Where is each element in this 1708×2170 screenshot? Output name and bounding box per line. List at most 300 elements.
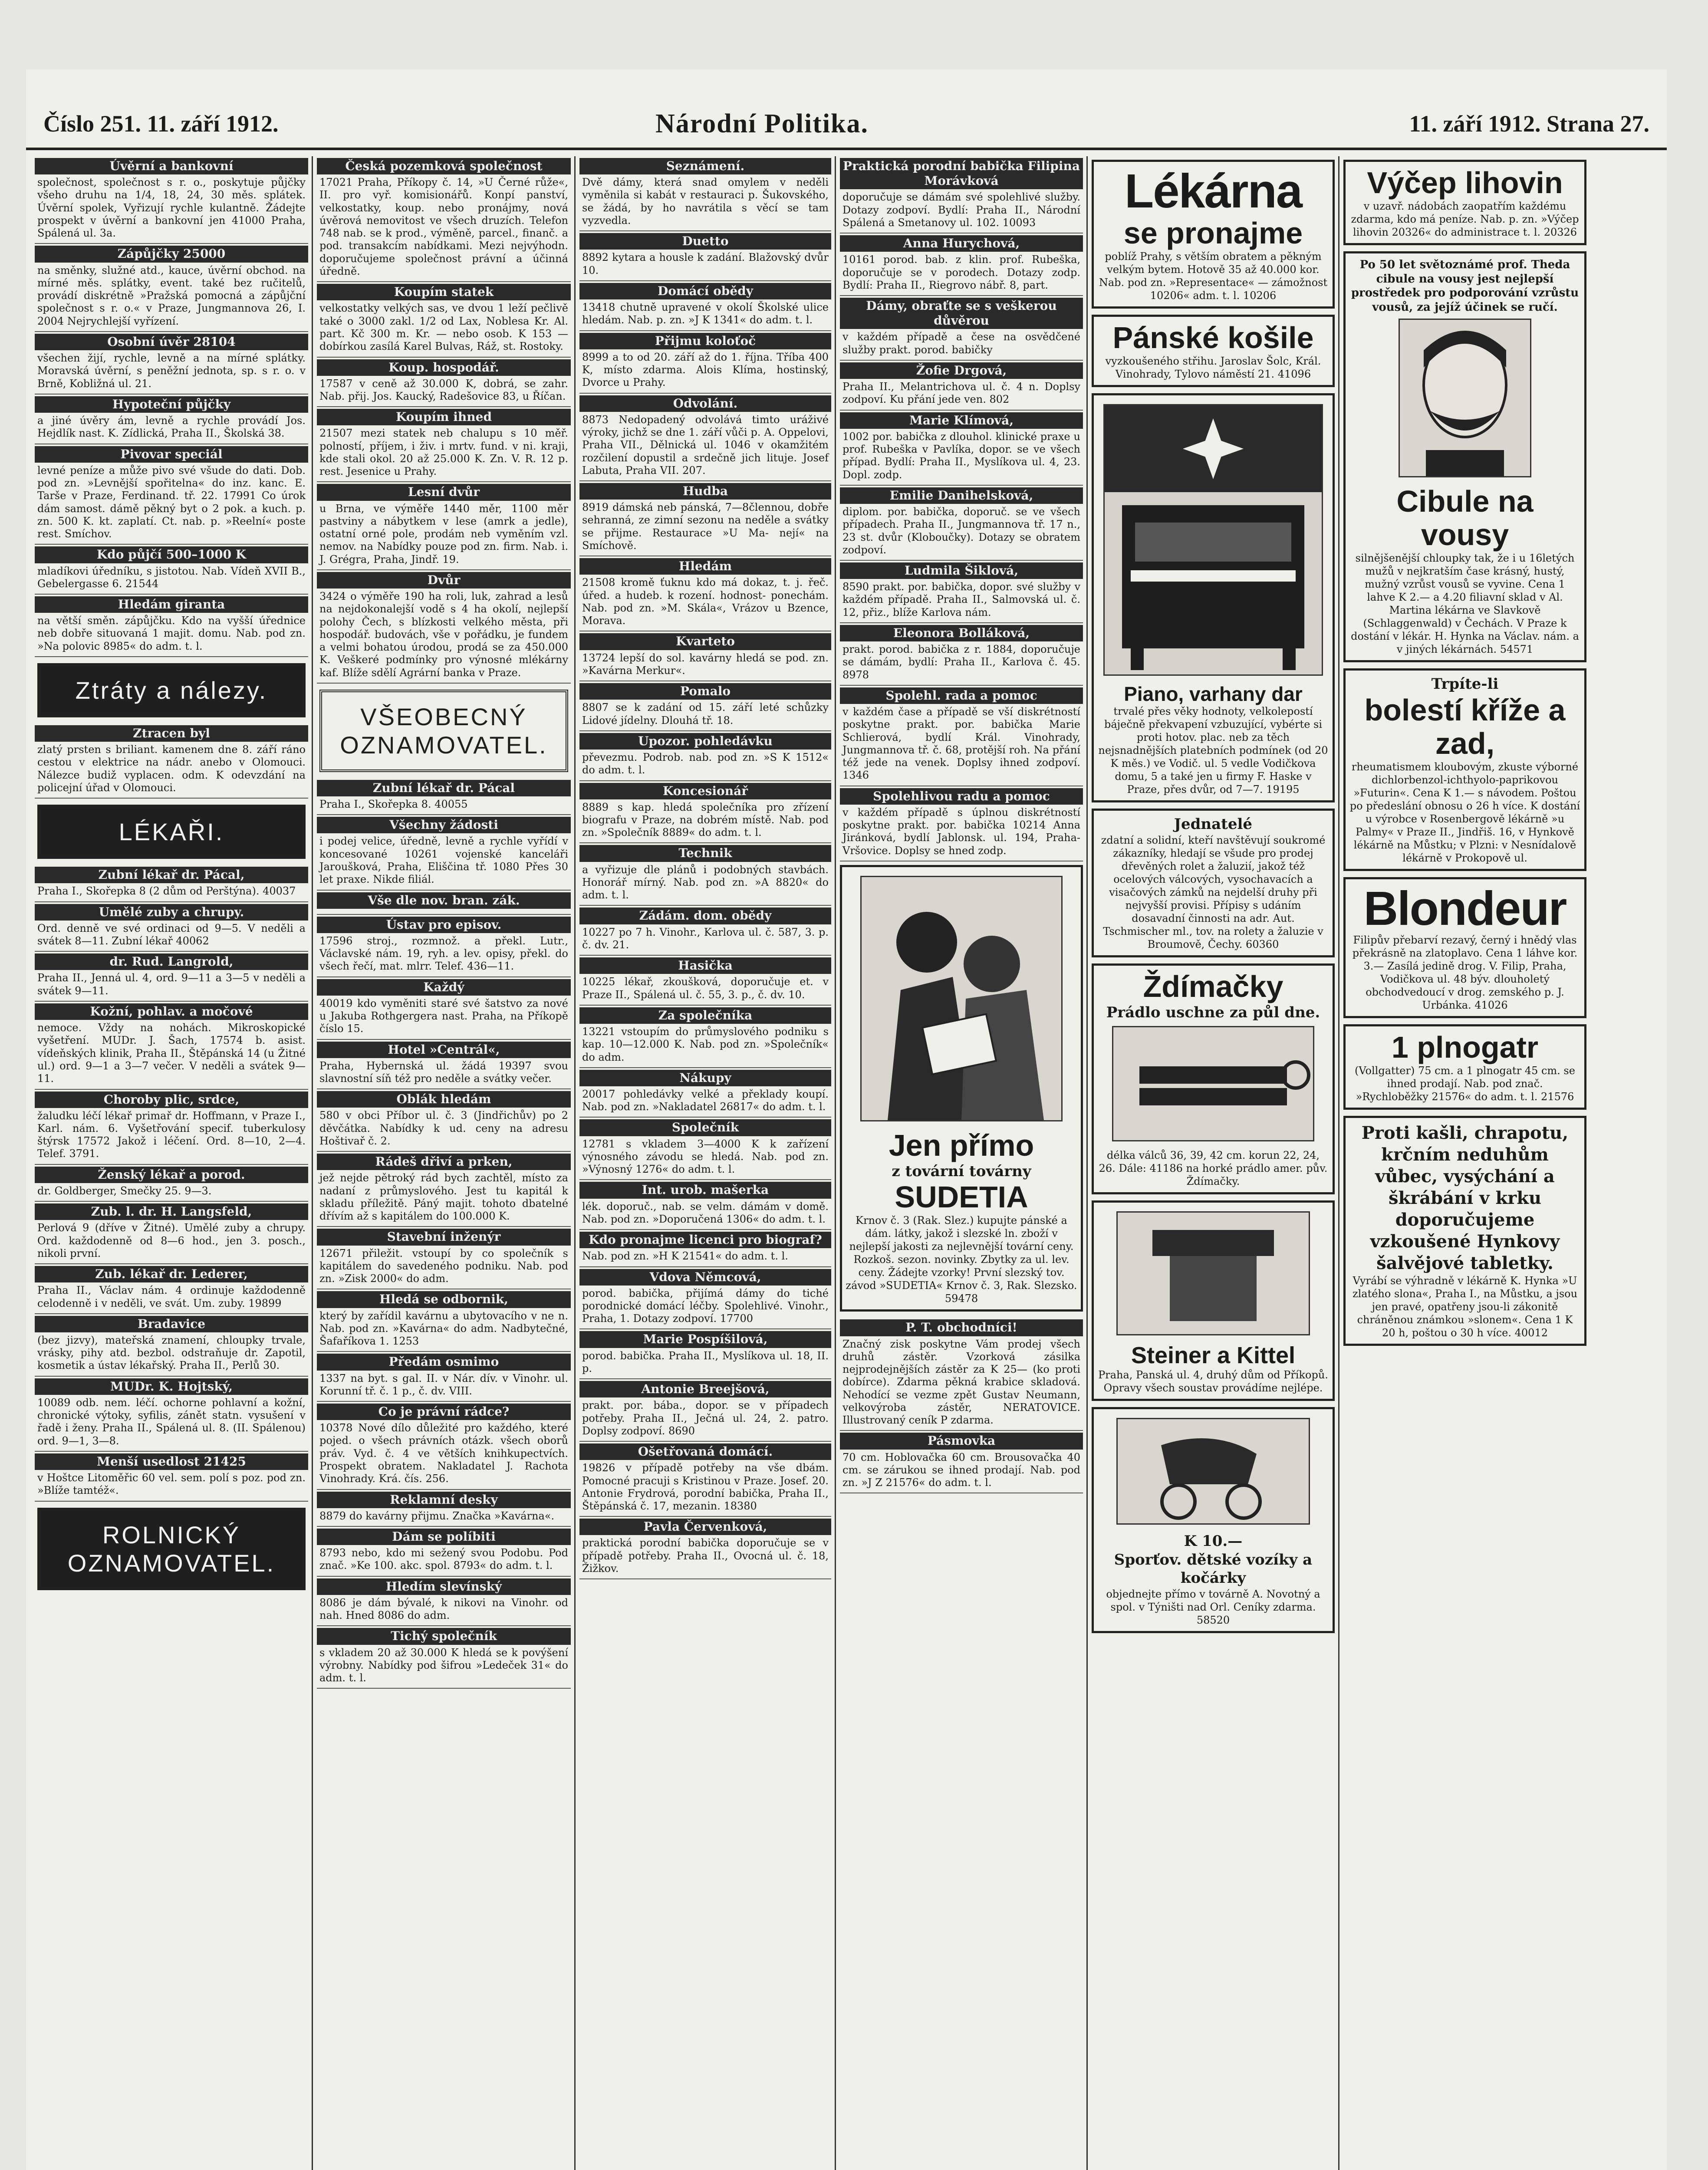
zdimacky-title: Ždímačky	[1143, 969, 1283, 1003]
ad-text: 19826 v případě potřeby na vše dbám. Pomocné pracuji s Kristinou v Praze. Josef. 20. Antonie Frydrová, porodní babička, Praha II., Štěpánská č. 17, mezanin. 18380	[582, 1462, 829, 1512]
column-2	[317, 156, 571, 2170]
classified-ad	[35, 545, 308, 595]
couple-illustration	[860, 876, 1063, 1121]
classified-ad	[579, 231, 831, 281]
ad-heading: Za společníka	[579, 1007, 831, 1024]
masthead-title: Národní Politika.	[655, 109, 869, 138]
ad-heading: Seznámení.	[579, 158, 831, 174]
classified-ad	[840, 296, 1083, 361]
ad-heading: Všechny žádosti	[317, 817, 571, 833]
ad-text: jež nejde pětroký rád bych zachtěl, místo za nadaní z průmyslového. Jest tu kapitál k skladu příležitě. Páný majit. tohoto dbatelné dřívím až s kapitálem do 100.000 K.	[319, 1172, 568, 1223]
column-rule	[574, 156, 576, 2170]
ad-heading: Int. urob. mašerka	[579, 1182, 831, 1198]
ad-text: porod. babička. Praha II., Myslíkova ul. 18, II. p.	[582, 1349, 829, 1374]
ad-text: 1337 na byt. s gal. II. v Nár. dív. v Vinohr. ul. Korunní tř. č. 1 p., č. dv. VIII.	[319, 1372, 568, 1397]
ad-heading: Menší usedlost 21425	[35, 1453, 308, 1470]
ad-text: (bez jizvy), mateřská znamení, chloupky trvale, vrásky, pihy atd. bezbol. odstraňuje dr. Zapotil, kosmetik a ústav lékařský. Praha II., Perlů 30.	[37, 1334, 306, 1372]
ad-text: u Brna, ve výměře 1440 měr, 1100 měr pastviny a nábytkem v lese (amrk a jedle), ostatní orné pole, prodám neb vyměním vzl. nemov. na Nabídky pouze pod zn. firm. Nab. i. J. Grégra, Praha, Jindř. 19.	[319, 502, 568, 566]
ad-heading: Umělé zuby a chrupy.	[35, 904, 308, 921]
ad-text: společnost, společnost s r. o., poskytuje půjčky všeho druhu na 1/4, 18, 24, 30 měs. splátek. Úvěrní spolek, Vyřizují rychle kulantně. Žádejte prospekt v úvěrní a bankovní jen 41000 Praha, Spálená ul. 3a.	[37, 176, 306, 240]
ad-heading: Reklamní desky	[317, 1492, 571, 1508]
ad-text: Praha, Hybernská ul. žádá 19397 svou slavnostní síň též pro neděle a svátky večer.	[319, 1059, 568, 1085]
classified-ad	[317, 1089, 571, 1152]
classified-ad	[317, 1527, 571, 1577]
ad-heading: Marie Klímová,	[840, 412, 1083, 429]
classified-ad	[35, 444, 308, 545]
vseobecny-banner: VŠEOBECNÝ OZNAMOVATEL.	[319, 690, 568, 772]
ad-heading: Pomalo	[579, 683, 831, 700]
ad-heading: MUDr. K. Hojtský,	[35, 1378, 308, 1395]
classified-ad	[317, 1352, 571, 1402]
kosile-ad	[1092, 315, 1335, 387]
ad-heading: Pavla Červenková,	[579, 1519, 831, 1535]
classified-ad	[579, 481, 831, 556]
sudetia-ad	[840, 865, 1083, 1312]
lekarna-ad	[1092, 160, 1335, 309]
classified-ad	[35, 952, 308, 1002]
ad-text: prakt. porod. babička z r. 1884, doporučuje se dámám, bydlí: Praha II., Karlova č. 45. 8978	[842, 643, 1080, 681]
ad-text: 13724 lepší do sol. kavárny hledá se pod. zn. »Kavárna Merkur«.	[582, 651, 829, 677]
plnogatr-title: 1 plnogatr	[1391, 1030, 1539, 1064]
lekarna-title: Lékárna	[1125, 164, 1302, 218]
kocarky-title: Sporťov. dětské vozíky a kočárky	[1114, 1551, 1313, 1587]
page-header	[26, 100, 1667, 150]
issue-number: Číslo 251. 11. září 1912.	[43, 111, 279, 137]
ad-heading: Nákupy	[579, 1070, 831, 1086]
classified-ad	[317, 1289, 571, 1352]
ad-heading: Duetto	[579, 233, 831, 250]
sudetia-sub: z tovární továrny	[892, 1162, 1031, 1180]
ad-heading: Hledím slevínský	[317, 1578, 571, 1595]
cibule-body: silnějšenější chloupky tak, že i u 16letých mužů v nejkratším čase krásný, hustý, mužný vzrůst vousů se vyvine. Cena 1 lahve K 2.— a 4.20 filiavní sklad v Al. Martina lékárna ve Slavkově (Schlaggenwald) v Čechách. V Praze k dostání v lékár. H. Hynka na Václav. nám. a v jiných lékárnách. 54571	[1351, 552, 1579, 655]
ad-text: zlatý prsten s briliant. kamenem dne 8. září ráno cestou v elektrice na nádr. anebo v Olomouci. Nálezce budiž vyplacen. odm. K odevzdání na policejní úřad v Olomouci.	[37, 743, 306, 794]
classified-ad	[840, 411, 1083, 486]
ad-text: Ord. denně ve své ordinaci od 9—5. V neděli a svátek 8—11. Zubní lékař 40062	[37, 922, 306, 947]
lekarna-sub: se pronajme	[1123, 216, 1303, 250]
classified-ad	[317, 1490, 571, 1527]
classified-ad	[317, 1626, 571, 1689]
ad-text: levné peníze a může pivo své všude do dati. Dob. pod zn. »Levnější spořitelna« do inz. kanc. E. Tarše v Praze, Ferdinand. tř. 22. 17991 Co úrok dám samost. dámě pěkný byt o 2 pok. a kuch. p. zn. 500 K. kt. zaplatí. Ct. nab. p. »Reelní« poste rest. Smíchov.	[37, 464, 306, 540]
ad-heading: Osobní úvěr 28104	[35, 334, 308, 350]
ad-heading: Hledám giranta	[35, 596, 308, 613]
lekarna-body: poblíž Prahy, s větším obratem a pěkným velkým bytem. Hotově 35 až 40.000 kor. Nab. pod zn. »Representace« — zámožnost 10206« adm. t. l. 10206	[1099, 250, 1328, 302]
trpite-ad	[1343, 668, 1586, 871]
piano-ad	[1092, 393, 1335, 803]
ad-heading: Kdo půjčí 500–1000 K	[35, 546, 308, 563]
ad-heading: Eleonora Bolláková,	[840, 625, 1083, 641]
ad-heading: Dámy, obraťte se s veškerou důvěrou	[840, 298, 1083, 329]
ad-text: Nab. pod zn. »H K 21541« do adm. t. l.	[582, 1250, 788, 1263]
ad-text: Perlová 9 (dříve v Žitné). Umělé zuby a chrupy. Ord. každodenně od 8—6 hod., jen 3. posch., nikoli první.	[37, 1222, 306, 1259]
classified-ad	[840, 233, 1083, 296]
ad-text: 8919 dámská neb pánská, 7—8člennou, dobře sehranná, ze zimní sezonu na neděle a svátky se přijme. Restaurace »U Ma- nejí« na Smíchově.	[582, 501, 829, 552]
ad-heading: Koupím ihned	[317, 409, 571, 425]
piano-illustration	[1103, 404, 1323, 676]
blondeur-title: Blondeur	[1363, 881, 1566, 935]
plnogatr-body: (Vollgatter) 75 cm. a 1 plnogatr 45 cm. se ihned prodají. Nab. pod znač. »Rychloběžky 21576« do adm. t. l. 21576	[1355, 1065, 1575, 1103]
blondeur-body: Filipův přebarví rezavý, černý i hnědý vlas překrásně na zlatoplavo. Cena 1 láhve kor. 3.— Zasílá jedině drog. V. Filip, Praha, Vodičkova ul. 48 býv. dlouholetý obchodvedoucí v drog. zemského p. J. Urbánka. 41026	[1352, 934, 1578, 1011]
column-1	[35, 156, 308, 2170]
column-3	[579, 156, 831, 2170]
ad-text: lék. doporuč., nab. se velm. dámám v domě. Nab. pod zn. »Doporučená 1306« do adm. t. l.	[582, 1200, 829, 1225]
classified-ad	[579, 281, 831, 331]
steiner-title: Steiner a Kittel	[1131, 1342, 1296, 1369]
ad-heading: Pivovar speciál	[35, 446, 308, 463]
column-rule	[1338, 156, 1339, 2170]
classified-ad	[317, 815, 571, 890]
jednatele-body: zdatní a solidní, kteří navštěvují soukromé zákazníky, hledají se všude pro prodej dřevěných rolet a žaluzií, jakož též ocelových válcových, vysochavacích a visačových zámků na nejdelší druhy při nejvyšší provisi. Přípisy s udáním dosavadní činnosti na adr. Aut. Tschmischer ml., tov. na rolety a žaluzie v Broumově, Čechy. 60360	[1101, 834, 1326, 950]
classified-ad	[317, 891, 571, 915]
ad-heading: Zádám. dom. obědy	[579, 907, 831, 924]
ad-text: velkostatky velkých sas, ve dvou 1 leží pečlivě také o 3000 zakl. 1/2 od Lax, Noblesa Kr. Al. part. Kč 300 m. Kr. — nebo osob. K 153 — dobírkou zasílá Karel Bulvas, Ráž, st. Rostoky.	[319, 302, 568, 353]
classified-ad	[579, 631, 831, 681]
ad-text: který by zařídil kavárnu a ubytovacího v ne n. Nab. pod zn. »Kavárna« do adm. Nadbytečné, Šafaříkova 1. 1253	[319, 1309, 568, 1348]
classified-ad	[35, 244, 308, 332]
ad-text: převezmu. Podrob. nab. pod zn. »S K 1512« do adm. t. l.	[582, 751, 829, 776]
ad-text: Praha II., Melantrichova ul. č. 4 n. Doplsy zodpoví. Ku přání jede ven. 802	[842, 381, 1080, 406]
ad-text: diplom. por. babička, doporuč. se ve všech případech. Praha II., Jungmannova tř. 17 n., 23 st. dvůr (Kloboučky). Dotazy se obratem zodpoví.	[842, 505, 1080, 556]
ad-text: 8807 se k zadání od 15. září leté schůzky Lidové jídelny. Dlouhá tř. 18.	[582, 701, 829, 727]
ad-heading: Dvůr	[317, 572, 571, 589]
ad-heading: Co je právní rádce?	[317, 1404, 571, 1420]
ad-heading: Stavební inženýr	[317, 1229, 571, 1245]
steiner-body: Praha, Panská ul. 4, druhý dům od Příkopů. Opravy všech soustav provádíme nejlépe.	[1098, 1369, 1328, 1394]
ad-text: i podej velice, úředně, levně a rychle vyřídí v koncesované 10261 vojenské kanceláři Jaroušková, Praha, Eliščina tř. 1080 Přes 30 let praxe. Nikde filiál.	[319, 835, 568, 886]
ad-text: 70 cm. Hoblovačka 60 cm. Brousovačka 40 cm. se zárukou se ihned prodají. Nab. pod zn. »J Z 21576« do adm. t. l.	[842, 1451, 1080, 1489]
classified-ad	[317, 156, 571, 282]
classified-ad	[35, 865, 308, 902]
ad-heading: Koncesionář	[579, 783, 831, 799]
ad-heading: Dám se políbiti	[317, 1529, 571, 1545]
classified-ad	[35, 723, 308, 799]
column-5	[1092, 156, 1335, 2170]
zdimacky-sub: Prádlo uschne za půl dne.	[1106, 1003, 1320, 1021]
classified-ad	[840, 561, 1083, 623]
ad-heading: Hotel »Centrál«,	[317, 1042, 571, 1058]
ad-text: 17596 stroj., rozmnož. a překl. Lutr., Václavské nám. 19, ryh. a lev. opisy, překl. do všech řečí, mat. mlrr. Telef. 436—11.	[319, 934, 568, 973]
ad-heading: Hasička	[579, 957, 831, 974]
blondeur-ad	[1343, 877, 1586, 1019]
vycep-body: v uzavř. nádobách zaopatřím každému zdarma, kdo má peníze. Nab. p. zn. »Výčep lihovin 20326« do administrace t. l. 20326	[1351, 200, 1579, 238]
ad-text: Praha I., Skořepka 8. 40055	[319, 798, 468, 811]
ad-heading: Koupím statek	[317, 284, 571, 300]
classified-ad	[579, 956, 831, 1006]
classified-ad	[579, 1180, 831, 1230]
newspaper-page	[26, 69, 1667, 2170]
ad-heading: Emilie Danihelsková,	[840, 487, 1083, 504]
classified-ad	[35, 156, 308, 244]
ad-text: 8999 a to od 20. září až do 1. října. Tříba 400 K, místo zdarma. Alois Klíma, hostinský, Dvorce u Prahy.	[582, 351, 829, 389]
column-4	[840, 156, 1083, 2170]
classified-ad	[579, 681, 831, 731]
classified-ad	[840, 786, 1083, 861]
rolnicky-banner: ROLNICKÝ OZNAMOVATEL.	[37, 1508, 306, 1590]
vycep-title: Výčep lihovin	[1367, 166, 1563, 200]
ad-heading: Zub. lékař dr. Lederer,	[35, 1266, 308, 1282]
ad-heading: Žofie Drgová,	[840, 362, 1083, 379]
column-6	[1343, 156, 1586, 2170]
ad-heading: Technik	[579, 845, 831, 861]
classified-ad	[840, 623, 1083, 686]
classified-ad	[35, 1452, 308, 1502]
column-rule	[835, 156, 836, 2170]
ad-heading: Zub. l. dr. H. Langsfeld,	[35, 1203, 308, 1220]
column-rule	[1086, 156, 1088, 2170]
kocarky-body: objednejte přímo v továrně A. Novotný a spol. v Týništi nad Orl. Ceníky zdarma. 58520	[1106, 1588, 1320, 1626]
classified-ad	[35, 1377, 308, 1452]
cibule-pre: Po 50 let světoznámé prof. Theda cibule na vousy jest nejlepší prostředek pro podporování vzrůstu vousů, za jejíž účinek se ručí.	[1351, 258, 1579, 314]
sudetia-name: SUDETIA	[895, 1180, 1028, 1214]
classified-ad	[840, 1431, 1083, 1493]
ad-text: na větší směn. zápůjčku. Kdo na vyšší úřednice neb dobře situovaná 1 majit. domu. Nab. pod zn. »Na polovic 8985« do adm. t. l.	[37, 615, 306, 652]
ad-heading: Hledám	[579, 558, 831, 575]
ad-text: 40019 kdo vyměniti staré své šatstvo za nové u Jakuba Rothgergera nast. Praha, na Příkopě číslo 15.	[319, 997, 568, 1035]
ad-text: v Hoštce Litoměřic 60 vel. sem. polí s poz. pod zn. »Blíže tamtéž«.	[37, 1472, 306, 1497]
classified-ad	[35, 595, 308, 657]
ad-text: 13418 chutně upravené v okolí Školské ulice hledám. Nab. p. zn. »J K 1341« do adm. t. l.	[582, 301, 829, 326]
classified-ad	[579, 843, 831, 906]
classified-ad	[317, 1227, 571, 1289]
ad-heading: Domácí obědy	[579, 283, 831, 299]
ad-columns	[35, 156, 1658, 2170]
ad-heading: Choroby plic, srdce,	[35, 1092, 308, 1108]
classified-ad	[840, 486, 1083, 561]
classified-ad	[579, 556, 831, 631]
ad-heading: Antonie Breejšová,	[579, 1381, 831, 1397]
ad-heading: Bradavice	[35, 1316, 308, 1332]
ad-heading: Zubní lékař dr. Pácal,	[35, 867, 308, 883]
ad-heading: Spolehl. rada a pomoc	[840, 687, 1083, 704]
ad-text: 12781 s vkladem 3—4000 K k zařízení výnosného závodu se hledá. Nab. pod zn. »Výnosný 1276« do adm. t. l.	[582, 1138, 829, 1176]
classified-ad	[579, 1379, 831, 1442]
ad-heading: Zápůjčky 25000	[35, 246, 308, 262]
ad-heading: Vdova Němcová,	[579, 1269, 831, 1286]
ad-text: s vkladem 20 až 30.000 K hledá se k povýšení výrobny. Nabídky pod šifrou »Ledeček 31« do adm. t. l.	[319, 1646, 568, 1684]
ad-text: 8892 kytara a housle k zadání. Blažovský dvůr 10.	[582, 251, 829, 276]
ad-heading: Hypoteční půjčky	[35, 396, 308, 413]
man-portrait-illustration	[1399, 319, 1531, 477]
wringer-illustration	[1112, 1026, 1314, 1141]
ad-heading: Spolehlivou radu a pomoc	[840, 788, 1083, 805]
classified-ad	[579, 1118, 831, 1180]
ad-heading: Úvěrní a bankovní	[35, 158, 308, 174]
ad-text: 13221 vstoupím do průmyslového podniku s kap. 10—12.000 K. Nab. pod zn. »Společník« do adm.	[582, 1025, 829, 1063]
ad-text: 17021 Praha, Příkopy č. 14, »U Černé růže«, II. pro vyř. komisionářů. Konpí panství, velkostatky, koup. nebo pronájmy, nová úvěrová nemovitost ve všech druzích. Telefon 748 nab. se k prod., výměně, parcel., finanč. a pod. transakcím nabídkami. Mezi nejvýhodn. doporučujeme společnost právní a účinná úředně.	[319, 176, 568, 278]
plnogatr-ad	[1343, 1024, 1586, 1110]
ad-heading: Ošetřovaná domácí.	[579, 1443, 831, 1460]
classified-ad	[840, 686, 1083, 786]
classified-ad	[579, 394, 831, 481]
ad-heading: Ústav pro episov.	[317, 917, 571, 933]
classified-ad	[840, 1318, 1083, 1431]
classified-ad	[579, 1230, 831, 1267]
classified-ad	[35, 902, 308, 952]
classified-ad	[579, 331, 831, 394]
ad-text: 20017 pohledávky velké a překlady koupí. Nab. pod zn. »Nakladatel 26817« do adm. t. l.	[582, 1088, 829, 1113]
kasli-ad	[1343, 1116, 1586, 1346]
ad-heading: Tichý společník	[317, 1628, 571, 1644]
classified-ad	[317, 358, 571, 408]
ad-text: doporučuje se dámám své spolehlivé služby. Dotazy zodpoví. Bydlí: Praha II., Národní Spálená a Smetanovy ul. 102. 10093	[842, 191, 1080, 229]
classified-ad	[317, 1402, 571, 1489]
kosile-title: Pánské košile	[1112, 320, 1314, 355]
classified-ad	[579, 1068, 831, 1118]
kasli-body: Vyrábí se výhradně v lékárně K. Hynka »U zlatého slona«, Praha I., na Můstku, a jsou jen pravé, opatřeny jsou-li zákonitě chráněnou známkou »slonem«. Cena 1 K 20 h, poštou o 30 h více. 40012	[1352, 1275, 1578, 1339]
classified-ad	[35, 1314, 308, 1377]
ad-text: 8879 do kavárny přijmu. Značka »Kavárna«.	[319, 1509, 555, 1522]
classified-ad	[840, 156, 1083, 233]
ad-text: nemoce. Vždy na nohách. Mikroskopické vyšetření. MUDr. J. Šach, 17574 b. asist. vídeňských klinik, Praha II., Štěpánská 14 (u Žitné ul.) ord. 9—1 a 3—7 večer. V neděli a svátek 9—11.	[37, 1022, 306, 1085]
pram-illustration	[1116, 1418, 1310, 1525]
ad-heading: Ženský lékař a porod.	[35, 1167, 308, 1183]
ad-text: 580 v obci Příbor ul. č. 3 (Jindřichův) po 2 děvčátka. Nabídky k ud. ceny na adresu Hoštivař č. 2.	[319, 1109, 568, 1147]
ad-heading: Ludmila Šiklová,	[840, 562, 1083, 579]
lekari-banner: LÉKAŘI.	[37, 805, 306, 859]
ad-heading: Kožní, pohlav. a močové	[35, 1003, 308, 1020]
ad-text: a jiné úvěry ám, levně a rychle provádí Jos. Hejdlík nast. K. Zídlická, Praha II., Školská 38.	[37, 414, 306, 440]
classified-ad	[579, 1329, 831, 1379]
kocarky-ad	[1092, 1407, 1335, 1633]
ad-text: 1002 por. babička z dlouhol. klinické praxe u prof. Rubeška v Pavlíka, dopor. se ve všech případ. Bydlí: Praha II., Myslíkova ul. 4, 23. Dopl. zodp.	[842, 430, 1080, 481]
ad-heading: Kvarteto	[579, 633, 831, 650]
ad-heading: Hudba	[579, 483, 831, 500]
ad-heading: Pásmovka	[840, 1433, 1083, 1449]
ad-heading: Odvolání.	[579, 395, 831, 412]
classified-ad	[35, 1202, 308, 1264]
steiner-ad	[1092, 1200, 1335, 1401]
zdimacky-ad	[1092, 963, 1335, 1195]
ad-text: Praha I., Skořepka 8 (2 dům od Perštýna). 40037	[37, 885, 296, 898]
classified-ad	[840, 361, 1083, 411]
ad-text: 10227 po 7 h. Vinohr., Karlova ul. č. 587, 3. p. č. dv. 21.	[582, 926, 829, 951]
ad-heading: P. T. obchodníci!	[840, 1319, 1083, 1336]
zdimacky-body: délka válců 36, 39, 42 cm. korun 22, 24, 26. Dále: 41186 na horké prádlo amer. pův. Ždímačky.	[1099, 1149, 1328, 1188]
ad-text: v každém čase a případě se vší diskrétností poskytne prakt. por. babička Marie Schlierová, bydlí Král. Vinohrady, Jungmannova tř. č. 68, protější roh. Na přání též jede na venek. Doplsy ihned zodpoví. 1346	[842, 706, 1080, 782]
ad-heading: Praktická porodní babička Filipina Morávková	[840, 158, 1083, 189]
kocarky-price: K 10.—	[1184, 1532, 1243, 1550]
cibule-title: Cibule na vousy	[1396, 484, 1534, 552]
kosile-body: vyzkoušeného střihu. Jaroslav Šolc, Král. Vinohrady, Tylovo náměstí 21. 41096	[1105, 355, 1321, 380]
ad-text: 8793 nebo, kdo mi sežený svou Podobu. Pod znač. »Ke 100. akc. spol. 8793« do adm. t. l.	[319, 1547, 568, 1572]
classified-ad	[35, 332, 308, 395]
ad-text: žaludku léčí lékař primař dr. Hoffmann, v Praze I., Karl. nám. 6. Vyšetřování specif. tuberkulosy štýrsk 17572 Jakož i léčení. Ord. 8—10, 2—4. Telef. 3791.	[37, 1109, 306, 1160]
ad-text: Praha II., Václav nám. 4 ordinuje každodenně celodenně i v neděli, ve svát. Um. zuby. 19899	[37, 1284, 306, 1309]
classified-ad	[35, 1165, 308, 1202]
ad-heading: Koup. hospodář.	[317, 359, 571, 376]
machine-illustration	[1116, 1211, 1310, 1335]
ad-text: 17587 v ceně až 30.000 K, dobrá, se zahr. Nab. přij. Jos. Kaucký, Radešovice 83, u Říčan.	[319, 377, 568, 402]
ad-heading: Přijmu koloťoč	[579, 333, 831, 349]
ad-heading: Marie Pospíšilová,	[579, 1331, 831, 1348]
ad-text: 8889 s kap. hledá společníka pro zřízení biografu v Praze, na dobrém místě. Nab. pod zn. »Společník 8889« do adm. t. l.	[582, 801, 829, 839]
trpite-big: bolestí kříže a zad,	[1364, 693, 1566, 760]
ad-text: 10161 porod. bab. z klin. prof. Rubeška, doporučuje se v porodech. Dotazy zodp. Bydlí: Praha II., Riegrovo nábř. 8, part.	[842, 253, 1080, 291]
piano-title: Piano, varhany dar	[1124, 682, 1303, 705]
ad-text: 8873 Nedopadený odvolává timto uráživé výroky, jichž se dne 1. září vůči p. A. Oppelovi, Praha VII., Dělnická ul. 1046 v okamžitém rozčilení dopustil a srdečně jich lituje. Josef Labuta, Praha VII. 207.	[582, 413, 829, 477]
ad-heading: Rádeš dřiví a prken,	[317, 1154, 571, 1170]
ad-heading: Kdo pronajme licenci pro biograf?	[579, 1232, 831, 1248]
classified-ad	[35, 1090, 308, 1165]
classified-ad	[35, 395, 308, 444]
ad-heading: Zubní lékař dr. Pácal	[317, 780, 571, 796]
date-page: 11. září 1912. Strana 27.	[1409, 111, 1649, 137]
ad-heading: Anna Hurychová,	[840, 235, 1083, 252]
ad-text: Praha II., Jenná ul. 4, ord. 9—11 a 3—5 v neděli a svátek 9—11.	[37, 972, 306, 997]
classified-ad	[35, 1264, 308, 1314]
ad-text: v každém případě a čese na osvědčené služby prakt. porod. babičky	[842, 331, 1080, 356]
classified-ad	[579, 156, 831, 231]
classified-ad	[317, 915, 571, 977]
ad-text: 10089 odb. nem. léčí. ochorne pohlavní a kožní, chronické výtoky, syfilis, zánět statn. vysušení v řadě i ženy. Praha II., Spálená ul. 8. (II. Spálenou) ord. 9—1, 3—8.	[37, 1396, 306, 1447]
ad-text: všechen žijí, rychle, levně a na mírné splátky. Moravská úvěrní, s peněžní jednota, sp. s r. o. v Brně, Kobližná ul. 21.	[37, 352, 306, 390]
ad-heading: Oblák hledám	[317, 1091, 571, 1108]
ad-text: mladíkovi úředníku, s jistotou. Nab. Vídeň XVII B., Gebelergasse 6. 21544	[37, 565, 306, 590]
ad-text: praktická porodní babička doporučuje se v případě potřeby. Praha II., Ovocná ul. č. 18, Žižkov.	[582, 1537, 829, 1575]
ad-text: na směnky, služné atd., kauce, úvěrní obchod. na mírné měs. splátky, event. také bez ručitelů, provádí diskrétně »Pražská pomocná a zápůjční společnost s r. o.« v Praze, Jungmannova 26, I. 2004 Nejrychlejší vyřízení.	[37, 264, 306, 327]
ad-text: Dvě dámy, která snad omylem v neděli vyměnila si kabát v restauraci p. Šukovského, se žádá, by ho navrátila s věcí se tam vyzvedla.	[582, 176, 829, 227]
ad-text: Značný zisk poskytne Vám prodej všech druhů zástěr. Vzorková zásilka nejprodejnějších zástěr za K 25— (ko proti dobírce). Zdarma pěkná krabice skladová. Nehodící se vezme zpět Gustav Neumann, velkovýroba zástěr, NERATOVICE. Illustrovaný ceník P zdarma.	[842, 1338, 1080, 1427]
ad-heading: Vše dle nov. bran. zák.	[317, 892, 571, 909]
classified-ad	[579, 781, 831, 844]
ad-heading: Lesní dvůr	[317, 484, 571, 500]
ad-heading: Předám osmimo	[317, 1354, 571, 1370]
trpite-title: Trpíte-li	[1431, 675, 1499, 693]
classified-ad	[317, 1577, 571, 1627]
ad-heading: Ztracen byl	[35, 725, 308, 742]
kasli-sub: doporučujeme vzkoušené Hynkovy šalvějové tabletky.	[1370, 1210, 1560, 1273]
ad-heading: Upozor. pohledávku	[579, 733, 831, 750]
ad-heading: Společník	[579, 1119, 831, 1136]
jednatele-ad	[1092, 809, 1335, 957]
ad-heading: Česká pozemková společnost	[317, 158, 571, 174]
classified-ad	[35, 1002, 308, 1089]
classified-ad	[317, 407, 571, 482]
ad-text: 3424 o výměře 190 ha roli, luk, zahrad a lesů na nejdokonalejší vodě s 4 ha okolí, nejlepší polohy Čech, s blízkosti velkého města, při hospodář. budovách, vše v pořádku, je fundem a velmi bohatou úrodou, prodá se za 450.000 K. Veškeré podmínky pro výnosné mlékárny kaf. Blíže sdělí Agrární banka v Praze.	[319, 590, 568, 679]
sudetia-body: Krnov č. 3 (Rak. Slez.) kupujte pánské a dám. látky, jakož i slezské ln. zboží v nejlepší jakosti za nejlevnější tovární ceny. Rozkoš. sezon. novinky. Zbytky za ul. lev. ceny. Žádejte vzorky! První slezský tov. závod »SUDETIA« Krnov č. 3, Rak. Slezsko.	[846, 1214, 1077, 1292]
ad-text: a vyřizuje dle plánů i podobných stavbách. Honorář mírný. Nab. pod zn. »A 8820« do adm. t. l.	[582, 863, 829, 901]
ad-text: 10225 lékař, zkoušková, doporučuje et. v Praze II., Spálená ul. č. 55, 3. p., č. dv. 10.	[582, 976, 829, 1001]
column-rule	[312, 156, 313, 2170]
classified-ad	[317, 570, 571, 684]
ad-text: 12671 přiležit. vstoupí by co společník s kapitálem do savedeného podniku. Nab. pod zn. »Zisk 2000« do adm.	[319, 1247, 568, 1285]
ztraty-banner: Ztráty a nálezy.	[37, 663, 306, 717]
ad-heading: Každý	[317, 979, 571, 996]
ad-text: 21508 kromě ťuknu kdo má dokaz, t. j. řeč. úřed. a hudeb. k rození. hodnost- ponechám. Nab. pod zn. »M. Skála«, Vrázov u Bzence, Morava.	[582, 576, 829, 627]
classified-ad	[579, 1267, 831, 1330]
cibule-ad	[1343, 251, 1586, 662]
sudetia-code: 59478	[945, 1292, 978, 1305]
vycep-ad	[1343, 160, 1586, 245]
ad-text: porod. babička, přijímá dámy do tiché porodnické domácí léčby. Spolehlivé. Vinohr., Praha, 1. Dotazy zodpoví. 17700	[582, 1287, 829, 1325]
ad-text: v každém případě s úplnou diskrétností poskytne prakt. por. babička 10214 Anna Jiránková, bydlí Jablonsk. ul. 194, Praha-Vršovice. Doplsy se hned zodp.	[842, 806, 1080, 857]
trpite-body: rheumatismem kloubovým, zkuste výborné dichlorbenzol-ichthyolo-paprikovou »Futurin«. Cena K 1.— s návodem. Poštou po předeslání obnosu o 26 h více. K dostání u výrobce v Rosenbergově lékárně »u Palmy« v Praze II., Jindřiš. 16, v Hynkově lékárně na Můstku; v Plzni: v Nesnídalově lékárně v Prokopově ul.	[1349, 760, 1580, 864]
classified-ad	[579, 731, 831, 781]
sudetia-title: Jen přímo	[889, 1128, 1034, 1162]
ad-text: dr. Goldberger, Smečky 25. 9—3.	[37, 1184, 212, 1197]
classified-ad	[579, 1517, 831, 1579]
ad-text: 8590 prakt. por. babička, dopor. své služby v každém případě. Praha II., Salmovská ul. č. 12, přiz., blíže Karlova nám.	[842, 581, 1080, 618]
classified-ad	[317, 482, 571, 570]
classified-ad	[317, 778, 571, 815]
classified-ad	[317, 1152, 571, 1227]
ad-heading: Hledá se odbornik,	[317, 1291, 571, 1308]
classified-ad	[579, 1006, 831, 1068]
piano-body: trvalé přes věky hodnoty, velkolepostí báječně překvapení vzbuzující, vybérte si proti hotov. plac. neb za těch nejsnadnějších platebních podmínek (od 20 K měs.) ve Vodič. ul. 5 vedle Vodičkova domu, 5 a také jen u firmy F. Haske v Praze, přes dvůr, od 7—7. 19195	[1098, 705, 1328, 796]
classified-ad	[317, 1040, 571, 1090]
jednatele-title: Jednatelé	[1174, 815, 1253, 833]
ad-text: 10378 Nové dílo důležité pro každého, které pojed. o všech právních otázk. všech oborů práv. Vyd. č. 4 ve větších knihkupectvích. Prospekt obratem. Nakladatel J. Rachota Vinohrady. Krá. čís. 256.	[319, 1422, 568, 1485]
ad-text: 8086 je dám bývalé, k nikovi na Vinohr. od nah. Hned 8086 do adm.	[319, 1596, 568, 1622]
